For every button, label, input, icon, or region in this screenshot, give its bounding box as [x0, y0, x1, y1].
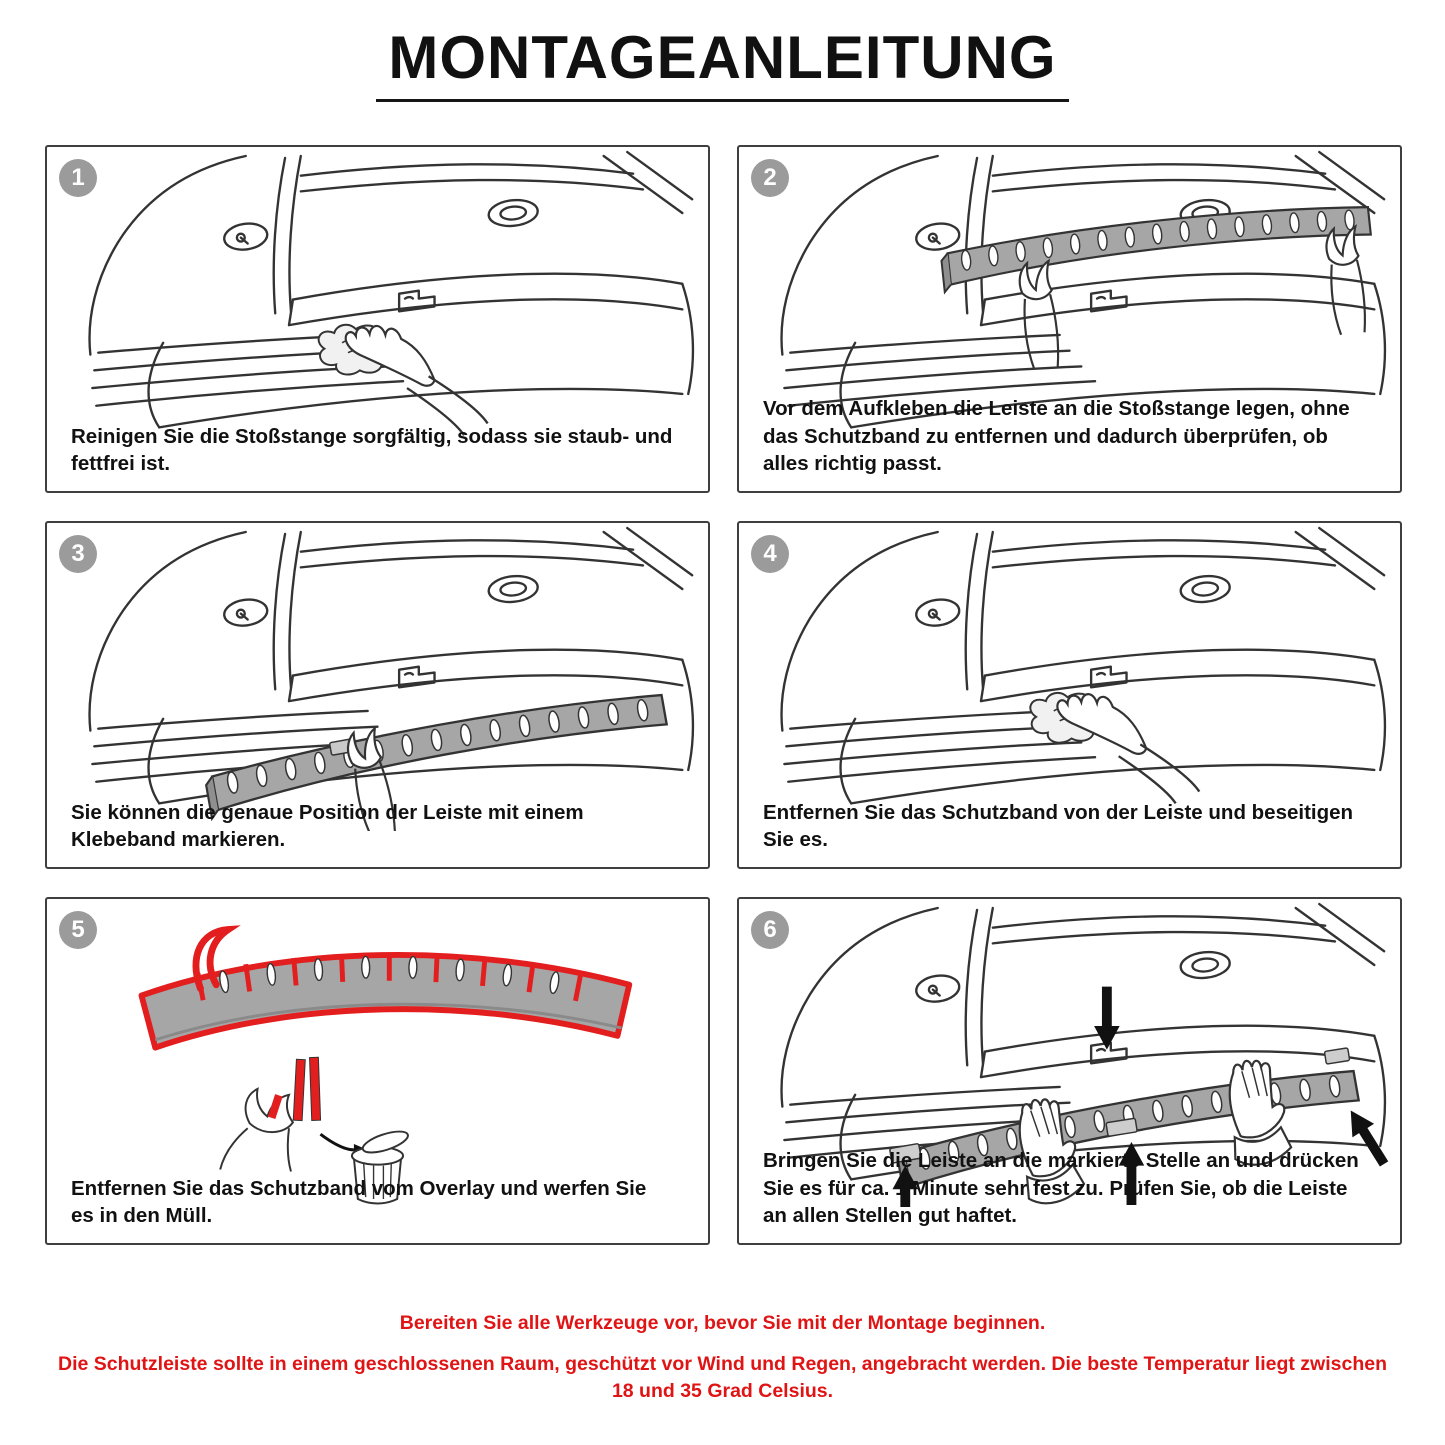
overlay-strip-red-tape-icon: [142, 930, 630, 1048]
step-caption: Bringen Sie die Leiste an die markierte Stelle an und drücken Sie es für ca. 1 Minute sehr fest zu. Prüfen Sie, ob die Leiste an allen Stellen gut haftet.: [763, 1149, 1359, 1227]
hand-peeling-icon: [1030, 693, 1199, 803]
footer-note-prepare-tools: Bereiten Sie alle Werkzeuge vor, bevor Sie mit der Montage beginnen.: [399, 1312, 1046, 1334]
step-number-badge: [59, 911, 97, 949]
step-number: 1: [71, 164, 85, 191]
arrow-down-icon: [1094, 987, 1120, 1050]
remove-protective-band-illustration: [745, 526, 1394, 831]
step-caption: Entfernen Sie das Schutzband von der Leiste und beseitigen Sie es.: [763, 800, 1354, 851]
step-number: 4: [763, 540, 777, 567]
arrow-to-trash-icon: [320, 1134, 353, 1150]
step-number: 2: [763, 164, 777, 191]
step-number-badge: [751, 535, 789, 573]
car-rear-drawing: [782, 152, 1385, 427]
mark-position-with-tape-illustration: [53, 526, 702, 831]
step-number-badge: [59, 159, 97, 197]
step-panel-3: [45, 521, 710, 869]
step-panel-5: [45, 897, 710, 1245]
step-panel-1: [45, 145, 710, 493]
hand-icon: [246, 1089, 293, 1132]
steps-grid: [45, 145, 1402, 1245]
step-number: 3: [71, 540, 85, 567]
car-rear-drawing: [90, 152, 693, 427]
wipe-bumper-illustration: [53, 150, 702, 455]
footer-notes: [0, 1312, 1445, 1406]
step-panel-6: [737, 897, 1402, 1245]
step-number-badge: [751, 911, 789, 949]
step-number-badge: [59, 535, 97, 573]
header: [0, 26, 1445, 102]
peel-tape-into-trash-illustration: [53, 902, 702, 1207]
right-hand-icon: [1325, 226, 1368, 335]
step-panel-2: [737, 145, 1402, 493]
car-rear-drawing: [782, 528, 1385, 803]
page-title: MONTAGEANLEITUNG: [376, 26, 1068, 102]
step-caption: Sie können die genaue Position der Leiste mit einem Klebeband markieren.: [71, 800, 584, 851]
step-caption: Vor dem Aufkleben die Leiste an die Stoßstange legen, ohne das Schutzband zu entfernen und dadurch überprüfen, ob alles richtig passt.: [763, 397, 1350, 475]
tape-tab-icon: [1324, 1048, 1349, 1064]
step-number: 5: [71, 916, 85, 943]
step-caption: Reinigen Sie die Stoßstange sorgfältig, sodass sie staub- und fettfrei ist.: [71, 424, 673, 475]
step-number: 6: [763, 916, 777, 943]
step-caption: Entfernen Sie das Schutzband vom Overlay und werfen Sie es in den Müll.: [71, 1176, 647, 1227]
step-panel-4: [737, 521, 1402, 869]
step-number-badge: [751, 159, 789, 197]
red-tape-strip-icon: [293, 1059, 305, 1120]
footer-note-temperature: Die Schutzleiste sollte in einem geschlossenen Raum, geschützt vor Wind und Regen, angebracht werden. Die beste Temperatur liegt zwischen 18 und 35 Grad Celsius.: [57, 1353, 1387, 1403]
red-tape-strip-icon: [310, 1057, 321, 1120]
